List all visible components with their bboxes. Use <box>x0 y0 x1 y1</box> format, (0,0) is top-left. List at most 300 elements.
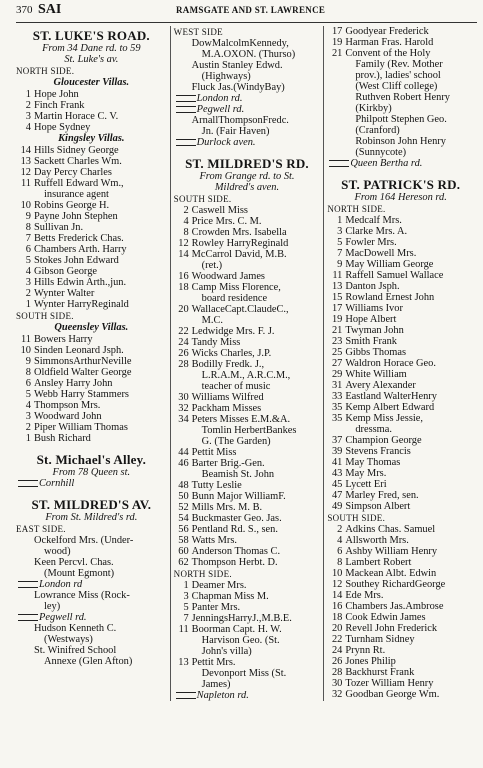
directory-entry <box>174 205 321 216</box>
house-number: 52 <box>178 502 189 513</box>
directory-entry <box>16 288 167 299</box>
side-heading: SOUTH SIDE. <box>173 194 232 204</box>
resident-name: McCarrol David, M.B. <box>191 249 287 260</box>
house-number: 11 <box>20 334 31 345</box>
directory-entry <box>174 337 321 348</box>
cross-street-icon <box>176 139 196 146</box>
directory-entry <box>174 216 321 227</box>
column-3 <box>323 26 477 701</box>
resident-name: Mills Mrs. M. B. <box>191 502 263 513</box>
cross-street <box>174 104 321 115</box>
directory-entry <box>16 557 167 568</box>
house-number: 6 <box>337 546 343 557</box>
directory-columns <box>16 26 477 701</box>
resident-name: Robins George H. <box>34 200 110 211</box>
directory-entry <box>16 623 167 634</box>
entry-continuation: James) <box>201 679 231 690</box>
resident-name: May William George <box>345 259 434 270</box>
resident-name: Webb Harry Stammers <box>34 389 129 400</box>
street-heading: ST. MILDRED'S RD. <box>185 156 309 171</box>
house-number: 5 <box>183 602 189 613</box>
resident-name: Woodward John <box>34 411 102 422</box>
resident-name: Payne John Stephen <box>34 211 118 222</box>
house-number: 24 <box>331 645 343 656</box>
directory-entry <box>327 579 474 590</box>
directory-entry <box>174 271 321 282</box>
house-number: 25 <box>331 347 343 358</box>
resident-name: Ruffell Edward Wm., <box>34 178 124 189</box>
entry-continuation: prov.), ladies' school <box>355 70 441 81</box>
cross-street <box>174 690 321 701</box>
house-number: 2 <box>25 288 31 299</box>
cross-street <box>16 579 167 590</box>
directory-entry <box>174 249 321 260</box>
house-number: 20 <box>178 304 189 315</box>
villa-group-heading: Queensley Villas. <box>54 322 129 333</box>
house-number: 3 <box>25 411 31 422</box>
house-number: 13 <box>178 657 189 668</box>
entry-continuation: L.R.A.M., A.R.C.M., <box>201 370 291 381</box>
resident-name: Keen Percvl. Chas. <box>34 557 114 568</box>
directory-entry <box>327 446 474 457</box>
entry-continuation: (Westways) <box>44 634 93 645</box>
house-number: 8 <box>337 557 343 568</box>
cross-street-icon <box>176 692 196 699</box>
directory-entry <box>174 624 321 635</box>
resident-name: Chapman Miss M. <box>191 591 269 602</box>
directory-entry <box>16 378 167 389</box>
directory-entry <box>327 524 474 535</box>
street-heading: ST. MILDRED'S AV. <box>31 497 152 512</box>
resident-name: Price Mrs. C. M. <box>191 216 262 227</box>
resident-name: St. Winifred School <box>34 645 117 656</box>
street-extent: From 34 Dane rd. to 59 <box>42 43 141 54</box>
resident-name: Fowler Mrs. <box>345 237 397 248</box>
resident-name: Medcalf Mrs. <box>345 215 402 226</box>
resident-name: Anderson Thomas C. <box>191 546 281 557</box>
resident-name: Pettit Miss <box>191 447 237 458</box>
house-number: 5 <box>25 255 31 266</box>
resident-name: Simpson Albert <box>345 501 411 512</box>
house-number: 5 <box>25 389 31 400</box>
resident-name: Woodward James <box>191 271 265 282</box>
directory-entry <box>174 82 321 93</box>
directory-entry <box>327 645 474 656</box>
resident-name: Betts Frederick Chas. <box>34 233 124 244</box>
entry-continuation: (West Cliff college) <box>355 81 438 92</box>
street-extent: From 164 Hereson rd. <box>354 192 447 203</box>
resident-name: DowMalcolmKennedy, <box>191 38 289 49</box>
house-number: 12 <box>20 167 31 178</box>
resident-name: Avery Alexander <box>345 380 416 391</box>
house-number: 2 <box>25 100 31 111</box>
house-number: 11 <box>178 624 189 635</box>
directory-entry <box>327 369 474 380</box>
resident-name: Lycett Eri <box>345 479 387 490</box>
resident-name: Sackett Charles Wm. <box>34 156 122 167</box>
directory-entry <box>327 270 474 281</box>
house-number: 5 <box>337 237 343 248</box>
house-number: 22 <box>331 634 343 645</box>
directory-entry <box>174 414 321 425</box>
house-number: 32 <box>331 689 343 700</box>
directory-entry <box>327 535 474 546</box>
resident-name: Finch Frank <box>34 100 85 111</box>
house-number: 1 <box>25 433 31 444</box>
entry-continuation: Tomlin HerbertBankes <box>201 425 297 436</box>
resident-name: Packham Misses <box>191 403 262 414</box>
house-number: 3 <box>25 277 31 288</box>
entry-continuation: (ret.) <box>201 260 223 271</box>
resident-name: Thompson Herbt. D. <box>191 557 278 568</box>
house-number: 1 <box>25 299 31 310</box>
house-number: 13 <box>20 156 31 167</box>
house-number: 4 <box>183 216 189 227</box>
directory-entry <box>327 590 474 601</box>
directory-entry <box>327 479 474 490</box>
resident-name: Kemp Albert Edward <box>345 402 435 413</box>
directory-entry <box>327 292 474 303</box>
side-heading: NORTH SIDE. <box>173 569 232 579</box>
resident-name: Danton Jsph. <box>345 281 400 292</box>
directory-entry <box>327 623 474 634</box>
resident-name: Backhurst Frank <box>345 667 415 678</box>
directory-entry <box>174 580 321 591</box>
side-heading: EAST SIDE. <box>16 524 66 534</box>
resident-name: Smith Frank <box>345 336 397 347</box>
directory-entry <box>174 447 321 458</box>
house-number: 39 <box>331 446 343 457</box>
directory-entry <box>16 100 167 111</box>
section-gap <box>174 148 321 154</box>
entry-continuation: ley) <box>44 601 61 612</box>
house-number: 3 <box>337 226 343 237</box>
house-number: 15 <box>331 292 343 303</box>
resident-name: Day Percy Charles <box>34 167 112 178</box>
directory-entry <box>327 37 474 48</box>
directory-entry <box>327 612 474 623</box>
resident-name: Chambers Arth. Harry <box>34 244 127 255</box>
resident-name: May Thomas <box>345 457 401 468</box>
directory-entry <box>327 546 474 557</box>
resident-name: Ockelford Mrs. (Under- <box>34 535 134 546</box>
entry-continuation: (Highways) <box>201 71 251 82</box>
directory-entry <box>16 590 167 601</box>
villa-group-heading: Gloucester Villas. <box>53 77 130 88</box>
house-number: 48 <box>178 480 189 491</box>
resident-name: White William <box>345 369 407 380</box>
house-number: 3 <box>25 111 31 122</box>
entry-continuation: Ruthven Robert Henry <box>355 92 450 103</box>
house-number: 28 <box>331 667 343 678</box>
resident-name: Bowers Harry <box>34 334 93 345</box>
resident-name: Sullivan Jn. <box>34 222 84 233</box>
house-number: 13 <box>331 281 343 292</box>
cross-street-icon <box>18 614 38 621</box>
directory-entry <box>16 145 167 156</box>
entry-continuation: (Mount Egmont) <box>44 568 115 579</box>
directory-entry <box>174 392 321 403</box>
directory-entry <box>16 411 167 422</box>
directory-entry <box>327 336 474 347</box>
resident-name: Turnham Sidney <box>345 634 415 645</box>
house-number: 60 <box>178 546 189 557</box>
directory-entry <box>327 402 474 413</box>
resident-name: Raffell Samuel Wallace <box>345 270 444 281</box>
directory-entry <box>174 38 321 49</box>
house-number: 4 <box>25 122 31 133</box>
house-number: 37 <box>331 435 343 446</box>
directory-entry <box>16 356 167 367</box>
resident-name: Mackean Albt. Edwin <box>345 568 437 579</box>
directory-entry <box>16 156 167 167</box>
directory-entry <box>174 491 321 502</box>
entry-continuation: insurance agent <box>44 189 109 200</box>
house-number: 3 <box>183 591 189 602</box>
house-number: 18 <box>331 612 343 623</box>
directory-entry <box>174 304 321 315</box>
side-heading: SOUTH SIDE. <box>327 513 386 523</box>
entry-continuation: (Kirkby) <box>355 103 392 114</box>
directory-entry <box>327 678 474 689</box>
street-extent: Mildred's aven. <box>214 182 280 193</box>
resident-name: Williams Wilfred <box>191 392 264 403</box>
directory-entry <box>327 26 474 37</box>
resident-name: Ashby William Henry <box>345 546 438 557</box>
resident-name: Hope Albert <box>345 314 397 325</box>
running-title: RAMSGATE AND ST. LAWRENCE <box>176 5 326 15</box>
street-heading: ST. LUKE'S ROAD. <box>32 28 150 43</box>
resident-name: Deamer Mrs. <box>191 580 247 591</box>
directory-entry <box>327 358 474 369</box>
directory-entry <box>16 345 167 356</box>
directory-entry <box>174 657 321 668</box>
directory-entry <box>16 178 167 189</box>
resident-name: Gibson George <box>34 266 98 277</box>
house-number: 7 <box>25 233 31 244</box>
directory-entry <box>174 546 321 557</box>
resident-name: Barter Brig.-Gen. <box>191 458 265 469</box>
house-number: 10 <box>331 568 343 579</box>
street-extent: From 78 Queen st. <box>52 467 131 478</box>
page-number: 370 <box>16 4 33 16</box>
column-2 <box>170 26 324 701</box>
cross-street <box>327 158 474 169</box>
directory-entry <box>327 689 474 700</box>
cross-street-name: Cornhill <box>39 478 75 489</box>
house-number: 30 <box>331 678 343 689</box>
resident-name: Ansley Harry John <box>34 378 113 389</box>
directory-entry <box>16 299 167 310</box>
resident-name: Hope John <box>34 89 79 100</box>
side-heading: SOUTH SIDE. <box>16 311 74 321</box>
resident-name: Gibbs Thomas <box>345 347 407 358</box>
directory-entry <box>327 490 474 501</box>
resident-name: Williams Ivor <box>345 303 403 314</box>
house-number: 8 <box>25 367 31 378</box>
resident-name: Tutty Leslie <box>191 480 242 491</box>
resident-name: Stevens Francis <box>345 446 411 457</box>
house-number: 28 <box>178 359 189 370</box>
street-extent: St. Luke's av. <box>64 54 119 65</box>
house-number: 26 <box>178 348 189 359</box>
resident-name: Hills Sidney George <box>34 145 119 156</box>
resident-name: Twyman John <box>345 325 404 336</box>
house-number: 44 <box>178 447 189 458</box>
directory-entry <box>174 458 321 469</box>
resident-name: Piper William Thomas <box>34 422 128 433</box>
directory-entry <box>16 266 167 277</box>
house-number: 2 <box>25 422 31 433</box>
house-number: 9 <box>25 211 31 222</box>
resident-name: Wicks Charles, J.P. <box>191 348 272 359</box>
directory-entry <box>16 334 167 345</box>
entry-continuation: (Cranford) <box>355 125 400 136</box>
directory-entry <box>327 457 474 468</box>
resident-name: ArnallThompsonFredc. <box>191 115 289 126</box>
resident-name: Chambers Jas.Ambrose <box>345 601 444 612</box>
directory-entry <box>174 359 321 370</box>
directory-entry <box>327 325 474 336</box>
house-number: 11 <box>20 178 31 189</box>
side-heading: NORTH SIDE. <box>16 66 75 76</box>
entry-continuation: Beamish St. John <box>201 469 275 480</box>
directory-entry <box>174 282 321 293</box>
resident-name: Hudson Kenneth C. <box>34 623 117 634</box>
resident-name: Harman Fras. Harold <box>345 37 434 48</box>
resident-name: Waldron Horace Geo. <box>345 358 436 369</box>
resident-name: Panter Mrs. <box>191 602 241 613</box>
directory-entry <box>174 115 321 126</box>
house-number: 7 <box>337 248 343 259</box>
entry-continuation: Robinson John Henry <box>355 136 446 147</box>
house-number: 19 <box>331 37 343 48</box>
resident-name: Buckmaster Geo. Jas. <box>191 513 282 524</box>
resident-name: Peters Misses E.M.&A. <box>191 414 291 425</box>
directory-entry <box>327 215 474 226</box>
directory-entry <box>327 413 474 424</box>
resident-name: Marley Fred, sen. <box>345 490 419 501</box>
cross-street-icon <box>18 480 38 487</box>
house-number: 21 <box>331 325 343 336</box>
house-number: 9 <box>25 356 31 367</box>
cross-street <box>174 137 321 148</box>
house-number: 12 <box>331 579 343 590</box>
entry-continuation: John's villa) <box>201 646 252 657</box>
house-number: 62 <box>178 557 189 568</box>
entry-continuation: M.C. <box>201 315 224 326</box>
house-number: 58 <box>178 535 189 546</box>
resident-name: Southey RichardGeorge <box>345 579 446 590</box>
section-gap <box>16 489 167 495</box>
resident-name: Eastland WalterHenry <box>345 391 437 402</box>
resident-name: Pentland Rd. S., sen. <box>191 524 278 535</box>
directory-entry <box>16 255 167 266</box>
house-number: 10 <box>20 200 31 211</box>
entry-continuation: Family (Rev. Mother <box>355 59 443 70</box>
resident-name: Lowrance Miss (Rock- <box>34 590 130 601</box>
resident-name: Champion George <box>345 435 422 446</box>
house-number: 31 <box>331 380 343 391</box>
directory-entry <box>327 226 474 237</box>
house-number: 7 <box>183 613 189 624</box>
resident-name: Wynter HarryReginald <box>34 299 129 310</box>
house-number: 23 <box>331 336 343 347</box>
directory-entry <box>16 367 167 378</box>
resident-name: Clarke Mrs. A. <box>345 226 408 237</box>
house-number: 20 <box>331 623 343 634</box>
villa-group-heading: Kingsley Villas. <box>58 133 125 144</box>
directory-entry <box>174 238 321 249</box>
entry-continuation: Devonport Miss (St. <box>201 668 287 679</box>
house-number: 27 <box>331 358 343 369</box>
resident-name: Convent of the Holy <box>345 48 431 59</box>
entry-continuation: Jn. (Fair Haven) <box>201 126 270 137</box>
house-number: 6 <box>25 244 31 255</box>
entry-continuation: teacher of music <box>201 381 271 392</box>
column-1 <box>16 26 170 701</box>
resident-name: Austin Stanley Edwd. <box>191 60 283 71</box>
directory-entry <box>327 237 474 248</box>
directory-entry <box>16 200 167 211</box>
directory-entry <box>16 111 167 122</box>
directory-entry <box>327 435 474 446</box>
house-number: 19 <box>331 314 343 325</box>
directory-entry <box>16 645 167 656</box>
resident-name: Rowland Ernest John <box>345 292 435 303</box>
house-number: 17 <box>331 26 343 37</box>
directory-entry <box>16 211 167 222</box>
resident-name: Lambert Robert <box>345 557 412 568</box>
resident-name: Hope Sydney <box>34 122 91 133</box>
resident-name: Ledwidge Mrs. F. J. <box>191 326 275 337</box>
resident-name: Martin Horace C. V. <box>34 111 119 122</box>
resident-name: Allsworth Mrs. <box>345 535 409 546</box>
cross-street-name: Pegwell rd. <box>39 612 87 623</box>
side-heading: NORTH SIDE. <box>327 204 386 214</box>
resident-name: Prynn Rt. <box>345 645 386 656</box>
resident-name: Pettit Mrs. <box>191 657 236 668</box>
resident-name: Bunn Major WilliamF. <box>191 491 286 502</box>
directory-entry <box>174 502 321 513</box>
house-number: 16 <box>178 271 189 282</box>
house-number: 4 <box>25 400 31 411</box>
resident-name: Bodilly Fredk. J., <box>191 359 265 370</box>
street-heading: ST. PATRICK'S RD. <box>341 177 461 192</box>
house-number: 1 <box>25 89 31 100</box>
cross-street <box>16 612 167 623</box>
cross-street-icon <box>176 106 196 113</box>
house-number: 16 <box>331 601 343 612</box>
house-number: 41 <box>331 457 343 468</box>
resident-name: Thompson Mrs. <box>34 400 101 411</box>
directory-entry <box>327 667 474 678</box>
house-number: 56 <box>178 524 189 535</box>
directory-entry <box>327 568 474 579</box>
directory-entry <box>16 277 167 288</box>
section-gap <box>16 444 167 450</box>
house-number: 4 <box>25 266 31 277</box>
page-header <box>16 2 477 23</box>
resident-name: Oldfield Walter George <box>34 367 132 378</box>
directory-entry <box>327 468 474 479</box>
house-number: 46 <box>178 458 189 469</box>
cross-street <box>174 93 321 104</box>
resident-name: Adkins Chas. Samuel <box>345 524 436 535</box>
resident-name: Rowley HarryReginald <box>191 238 289 249</box>
resident-name: Ede Mrs. <box>345 590 384 601</box>
house-number: 21 <box>331 48 343 59</box>
